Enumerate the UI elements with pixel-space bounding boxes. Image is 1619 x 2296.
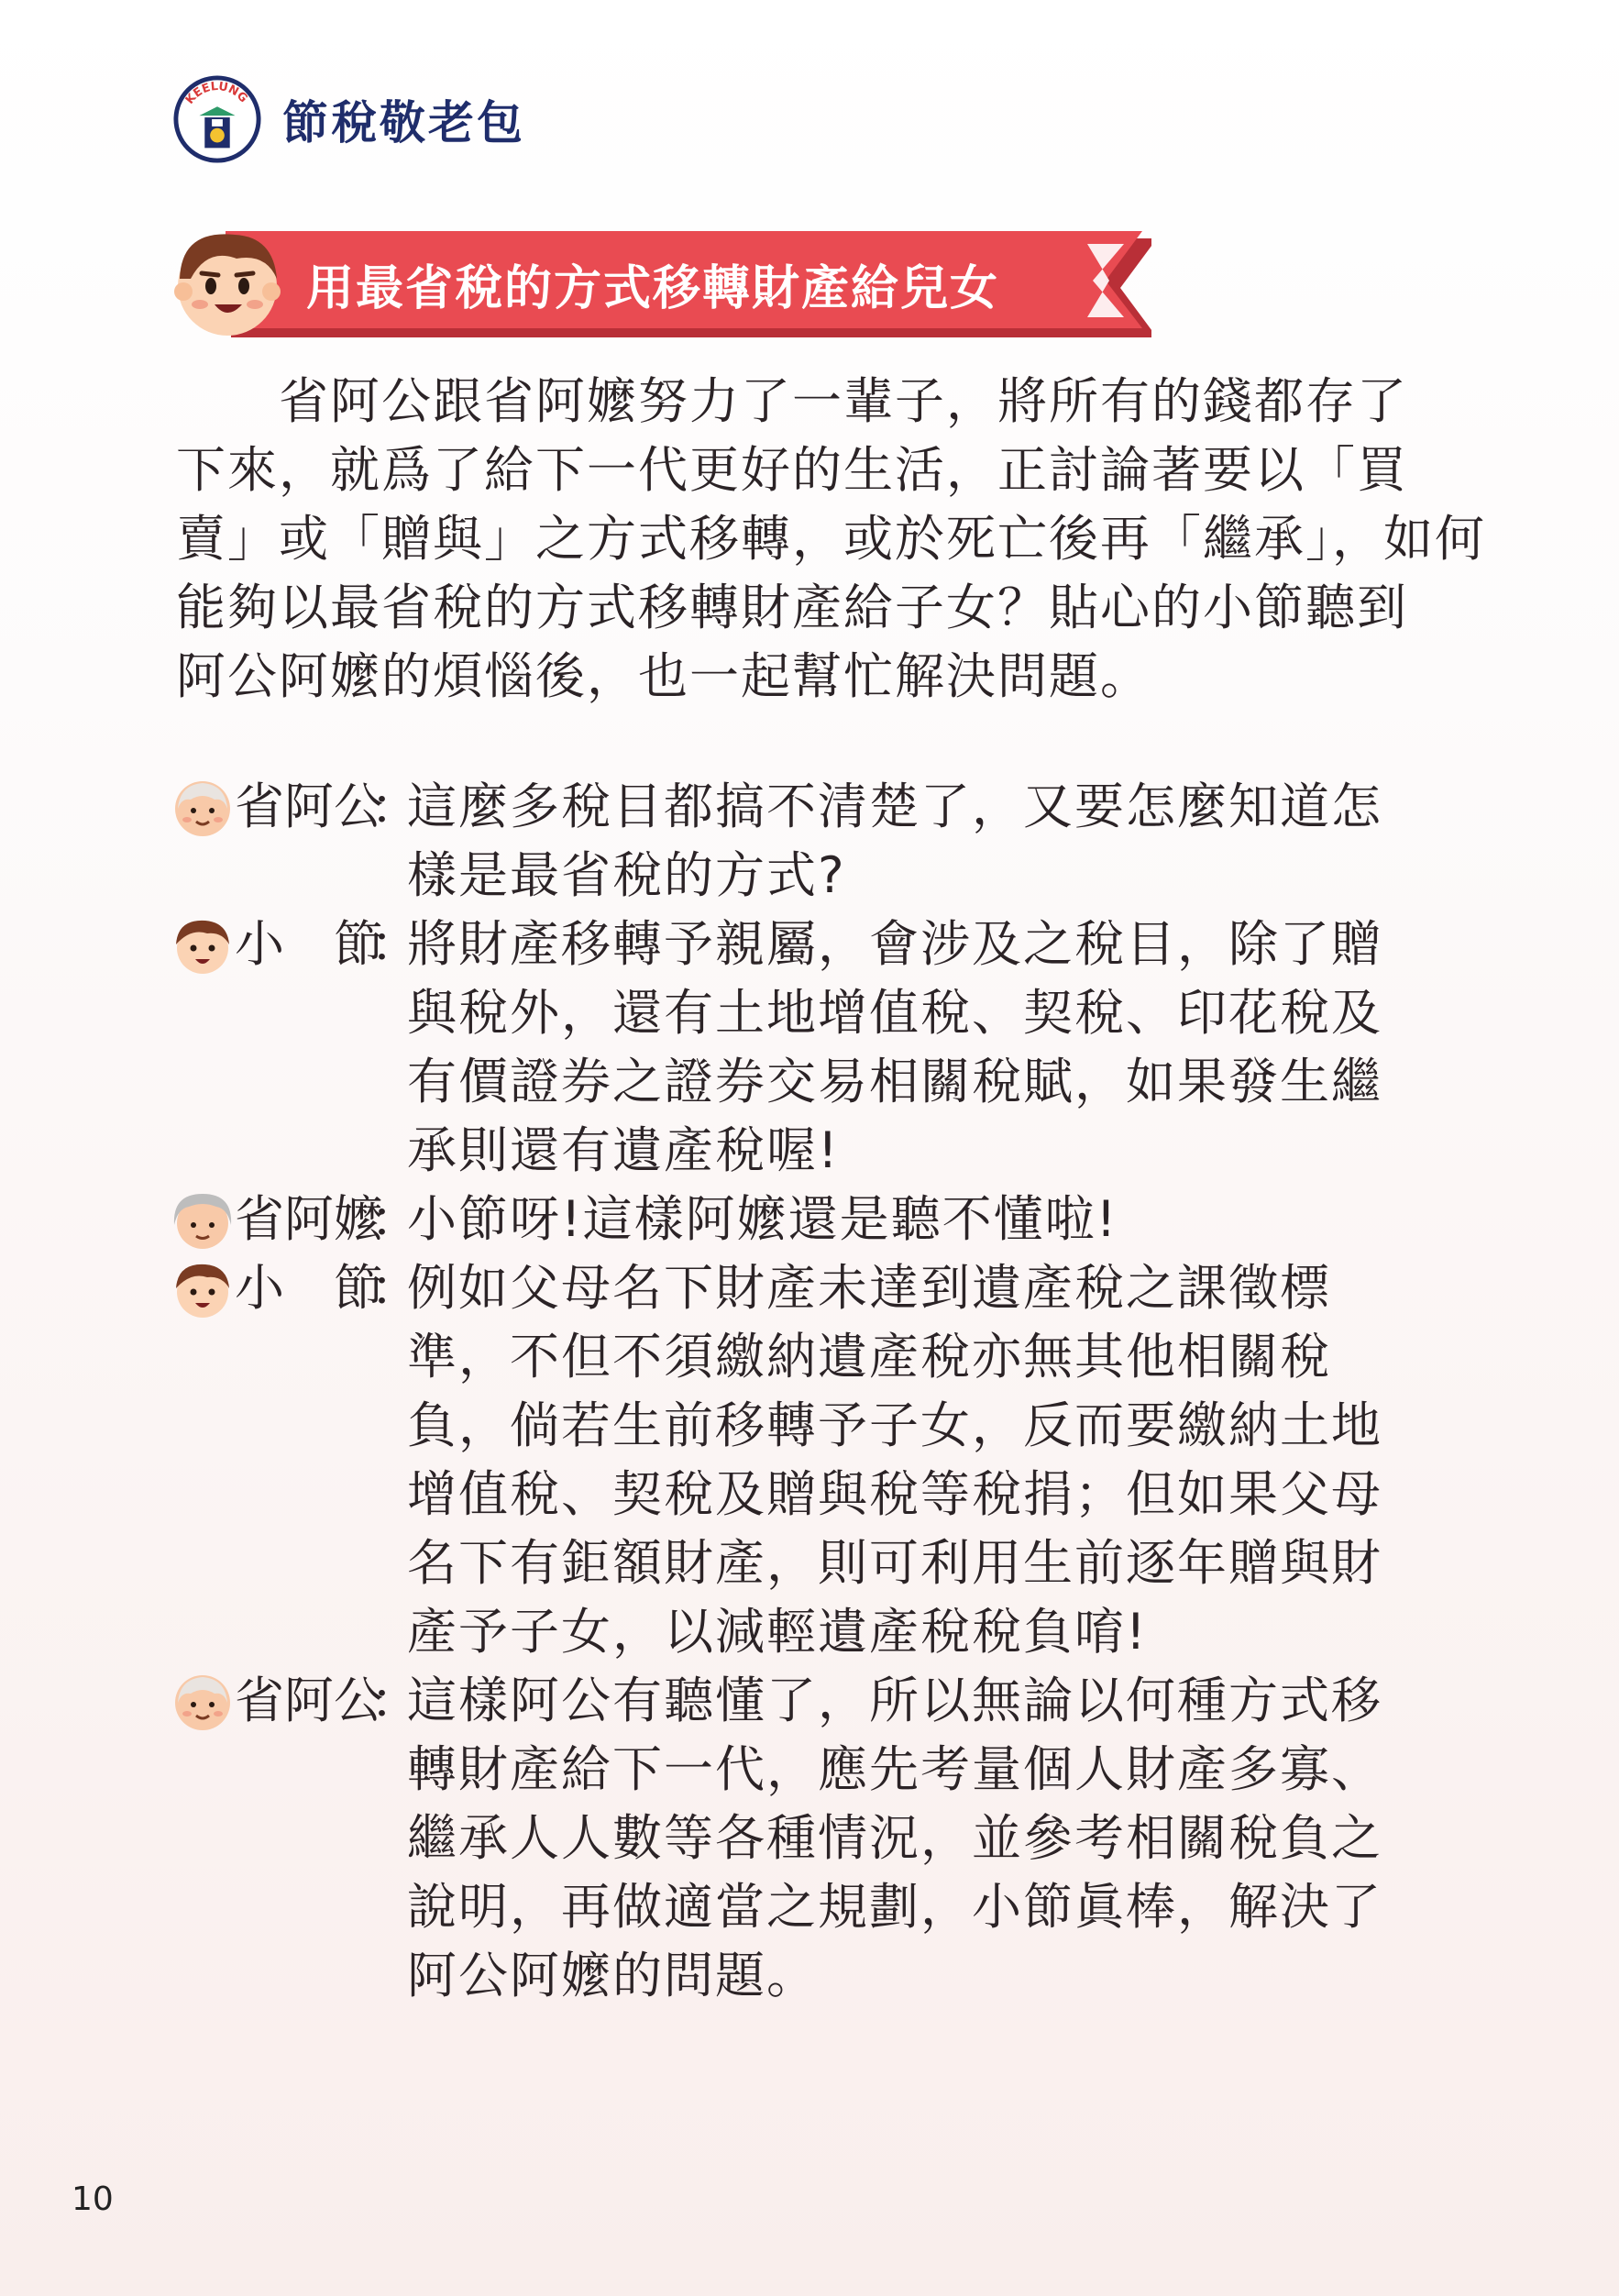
speaker-label: 省阿嬤 [235, 1190, 383, 1248]
dialogue-entry [171, 1253, 1463, 1666]
page-header [172, 73, 525, 165]
speech-text: 這麼多稅目都搞不清楚了，又要怎麼知道怎 樣是最省稅的方式? [407, 778, 1382, 904]
speaker-label: 小 節 [235, 915, 383, 973]
speaker-label: 小 節 [235, 1259, 383, 1317]
keelung-logo-icon [172, 74, 262, 164]
intro-line: 能夠以最省稅的方式移轉財產給子女？貼心的小節聽到 [176, 579, 1408, 636]
intro-paragraph [176, 367, 1486, 711]
intro-line: 阿公阿嬤的煩惱後，也一起幫忙解決問題。 [176, 647, 1151, 705]
speech-text: 這樣阿公有聽懂了，所以無論以何種方式移 轉財產給下一代，應先考量個人財產多寡、 繼承人人數等各種情況，並參考相關稅負之 說明，再做適當之規劃，小節眞棒，解決了 阿公阿嬤的問題。 [407, 1672, 1382, 2004]
speaker-colon: ： [370, 1190, 420, 1248]
boy-face-icon [171, 1257, 235, 1321]
intro-line: 下來，就爲了給下一代更好的生活，正討論著要以「買 [176, 441, 1408, 499]
svg-text:KEELUNG: KEELUNG [182, 79, 250, 107]
intro-line: 省阿公跟省阿嬤努力了一輩子，將所有的錢都存了 [176, 372, 1408, 430]
section-banner [171, 222, 1151, 341]
header-title: 節稅敬老包 [282, 96, 525, 149]
intro-line: 賣」或「贈與」之方式移轉，或於死亡後再「繼承」，如何 [176, 510, 1486, 568]
speaker-label: 省阿公 [235, 778, 383, 835]
speaker-colon: ： [370, 1672, 420, 1729]
dialogue-entry [171, 1185, 1463, 1253]
dialogue-entry [171, 910, 1463, 1185]
speech-text: 小節呀!這樣阿嬤還是聽不懂啦! [407, 1190, 1118, 1248]
dialogue-entry [171, 772, 1463, 910]
dialogue-entry [171, 1666, 1463, 2010]
page-number: 10 [72, 2180, 114, 2218]
grandpa-face-icon [171, 1670, 235, 1734]
speech-text: 例如父母名下財產未達到遺產稅之課徵標 準，不但不須繳納遺產稅亦無其他相關稅 負，倘若生前移轉予子女，反而要繳納土地 增值稅、契稅及贈與稅等稅捐；但如果父母 名下有鉅額財產，則可利用生前逐年贈與財 產予子女，以減輕遺產稅稅負唷! [407, 1259, 1382, 1661]
section-title: 用最省稅的方式移轉財產給兒女 [306, 261, 1000, 316]
grandpa-face-icon [171, 776, 235, 840]
speaker-colon: ： [370, 1259, 420, 1317]
boy-face-icon [171, 913, 235, 977]
speaker-label: 省阿公 [235, 1672, 383, 1729]
speaker-colon: ： [370, 778, 420, 835]
dialogue [171, 772, 1463, 2010]
speaker-colon: ： [370, 915, 420, 973]
speech-text: 將財產移轉予親屬，會涉及之稅目，除了贈 與稅外，還有土地增值稅、契稅、印花稅及 有價證券之證券交易相關稅賦，如果發生繼 承則還有遺產稅喔! [407, 915, 1382, 1179]
grandma-face-icon [171, 1188, 235, 1253]
